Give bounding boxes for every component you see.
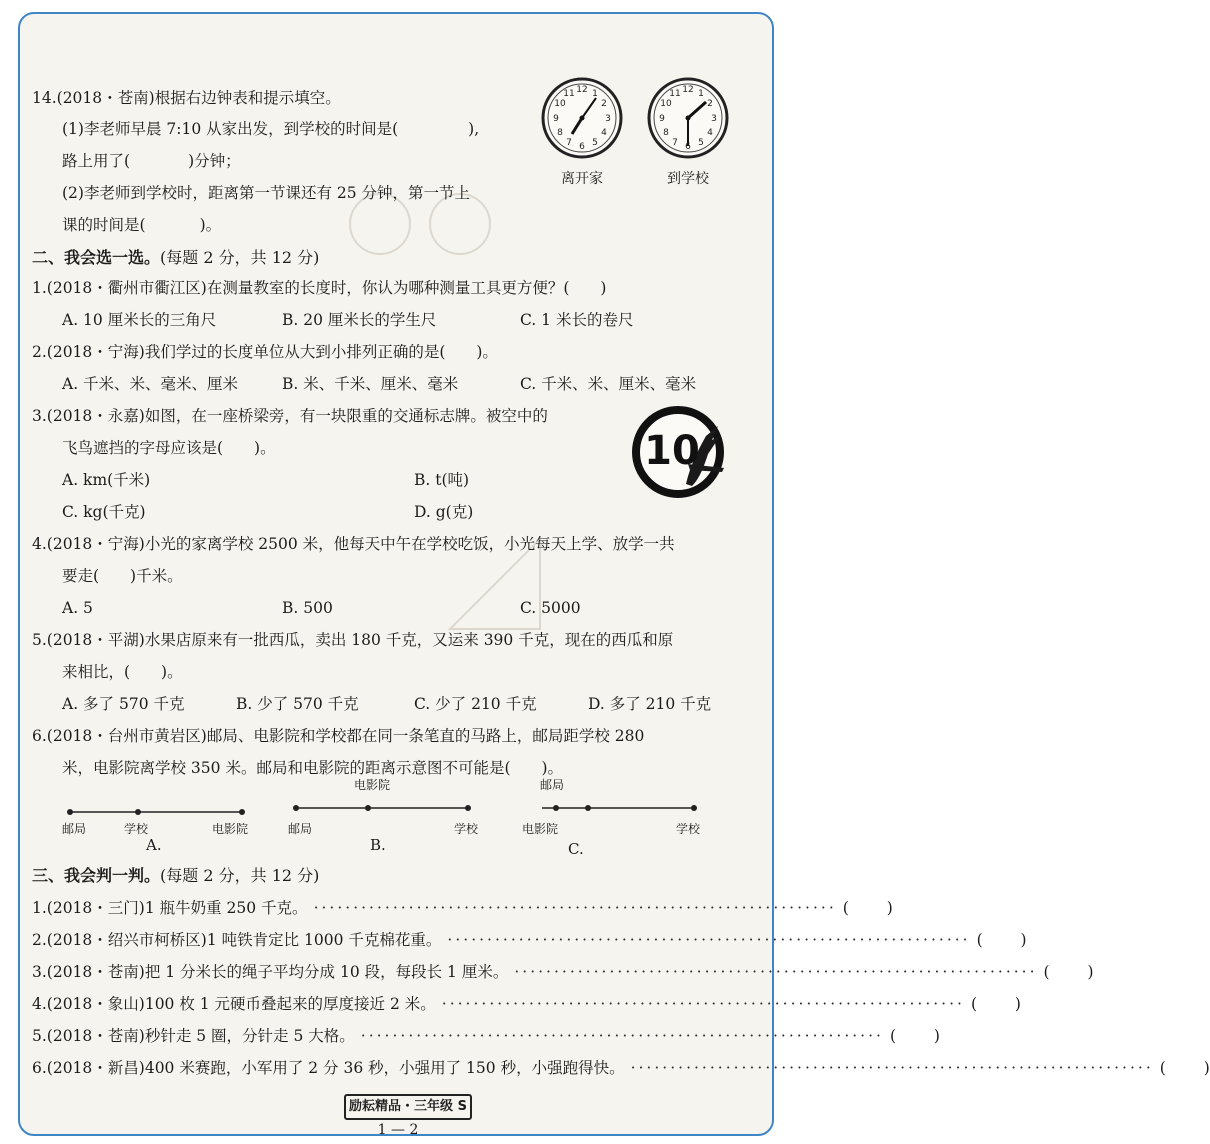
judge-item-2-answer[interactable] [977,930,1027,950]
section3-note: (每题 2 分，共 12 分) [160,866,320,885]
svg-text:5: 5 [698,138,704,148]
diagram-a-label-3: 电影院 [212,822,249,836]
s2-q4-option-a[interactable]: A. 5 [62,599,93,617]
svg-text:6: 6 [685,142,691,152]
clock-leave-caption: 离开家 [561,171,603,187]
paren-close: ) [1014,995,1021,1013]
s2-q6-stem-1: 6.(2018・台州市黄岩区)邮局、电影院和学校都在同一条笔直的马路上，邮局距学校 280 [32,727,645,745]
s2-q4-option-c[interactable]: C. 5000 [520,599,581,617]
s2-q3-option-a[interactable]: A. km(千米) [62,471,151,489]
s2-q1-option-b[interactable]: B. 20 厘米长的学生尺 [282,311,437,329]
svg-text:1: 1 [698,89,704,99]
q14-part2: (2)李老师到学校时，距离第一节课还有 25 分钟，第一节上 [62,184,471,202]
paren-close: ) [933,1027,940,1045]
clock-face-leave-icon [540,76,624,160]
paren-close: ) [1087,963,1094,981]
paren-close: ) [886,899,893,917]
judge-item-1-text: 1.(2018・三门)1 瓶牛奶重 250 千克。 [32,899,308,917]
judge-item-5-answer[interactable] [890,1026,940,1046]
paren-open: ( [889,1027,897,1045]
paren-close: ) [1020,931,1027,949]
s2-q1-stem: 1.(2018・衢州市衢江区)在测量教室的长度时，你认为哪种测量工具更方便？( ) [32,279,607,297]
diagram-c-label-2: 电影院 [522,822,559,836]
judge-item-1 [32,898,893,918]
s2-q1-option-a[interactable]: A. 10 厘米长的三角尺 [62,311,217,329]
svg-text:11: 11 [563,89,575,99]
q14-part1-text: (1)李老师早晨 7:10 从家出发，到学校的时间是( [62,120,399,138]
svg-text:6: 6 [579,142,585,152]
svg-text:9: 9 [553,114,559,124]
judge-leader-dots: ·································································· [313,899,837,917]
s2-q4-stem-1: 4.(2018・宁海)小光的家离学校 2500 米，他每天中午在学校吃饭，小光每天上学、放学一共 [32,535,675,553]
judge-item-3 [32,962,1094,982]
section3-heading [32,866,319,886]
judge-item-6-answer[interactable] [1160,1058,1210,1078]
s2-q5-option-b[interactable]: B. 少了 570 千克 [236,695,359,713]
diagram-a-label-2: 学校 [124,822,149,836]
s2-q6-diagram-c[interactable] [508,776,708,866]
s2-q5-option-c[interactable]: C. 少了 210 千克 [414,695,537,713]
judge-item-2-text: 2.(2018・绍兴市柯桥区)1 吨铁肯定比 1000 千克棉花重。 [32,931,442,949]
judge-item-4-answer[interactable] [971,994,1021,1014]
paren-open: ( [976,931,983,949]
s2-q2-stem: 2.(2018・宁海)我们学过的长度单位从大到小排列正确的是( )。 [32,343,498,361]
paren-open: ( [970,995,978,1013]
svg-text:3: 3 [605,114,611,124]
s2-q6-stem-2: 米，电影院离学校 350 米。邮局和电影院的距离示意图不可能是( )。 [62,759,564,777]
svg-text:7: 7 [672,138,678,148]
s2-q6-diagram-a[interactable] [62,792,262,856]
diagram-c-label-1: 邮局 [540,778,565,792]
footer-badge: 励耘精品・三年级 S [344,1094,472,1120]
clock-face-arrive-icon [646,76,730,160]
diagram-b-label-3: 学校 [454,822,479,836]
section2-title: 二、我会选一选。 [32,248,161,267]
svg-text:11: 11 [669,89,681,99]
paren-open: ( [1159,1059,1166,1077]
diagram-c-tag: C. [568,840,584,858]
clock-arrive-caption: 到学校 [667,171,709,187]
q14-part2b [62,215,221,235]
q14-title: 14.(2018・苍南)根据右边钟表和提示填空。 [32,89,341,107]
paren-open: ( [1043,963,1050,981]
s2-q5-option-d[interactable]: D. 多了 210 千克 [588,695,712,713]
svg-text:9: 9 [659,114,665,124]
svg-text:1: 1 [592,89,598,99]
q14-part1-end: ), [468,120,480,138]
s2-q4-stem-2: 要走( )千米。 [62,567,183,585]
diagram-b-label-1: 电影院 [354,778,391,792]
s2-q5-stem-2: 来相比，( )。 [62,663,183,681]
judge-item-4 [32,994,1021,1014]
judge-item-4-text: 4.(2018・象山)100 枚 1 元硬币叠起来的厚度接近 2 米。 [32,995,436,1013]
svg-text:5: 5 [592,138,598,148]
paren-open: ( [842,899,849,917]
weight-limit-sign [628,406,732,506]
section3-title: 三、我会判一判。 [32,866,161,885]
s2-q3-option-d[interactable]: D. g(克) [414,503,474,521]
judge-leader-dots: ·································································· [441,995,965,1013]
q14-part2-end: )分钟； [188,152,241,170]
judge-item-3-answer[interactable] [1044,962,1094,982]
svg-text:4: 4 [707,128,713,138]
s2-q3-stem-2: 飞鸟遮挡的字母应该是( )。 [62,439,276,457]
judge-leader-dots: ·································································· [360,1027,884,1045]
svg-text:8: 8 [557,128,563,138]
diagram-b-label-2: 邮局 [288,822,313,836]
svg-text:7: 7 [566,138,572,148]
svg-text:12: 12 [576,85,588,95]
page-number: 1 — 2 [377,1122,419,1138]
svg-text:8: 8 [663,128,669,138]
q14-part2-text: 路上用了( [62,152,131,170]
svg-text:10: 10 [660,99,672,109]
diagram-c-label-3: 学校 [676,822,701,836]
diagram-b-tag: B. [370,836,386,854]
s2-q2-option-b[interactable]: B. 米、千米、厘米、毫米 [282,375,459,393]
s2-q6-diagram-b[interactable] [288,776,488,856]
judge-item-5-text: 5.(2018・苍南)秒针走 5 圈，分针走 5 大格。 [32,1027,355,1045]
svg-text:4: 4 [601,128,607,138]
svg-text:10: 10 [554,99,566,109]
clock-leave-home [540,76,624,188]
s2-q1-option-c[interactable]: C. 1 米长的卷尺 [520,311,634,329]
judge-item-1-answer[interactable] [843,898,893,918]
sign-number: 10 [644,428,700,474]
section2-heading [32,248,319,268]
q14-part1b [62,151,241,171]
s2-q3-option-b[interactable]: B. t(吨) [414,471,470,489]
clock-arrive-school [646,76,730,188]
judge-item-3-text: 3.(2018・苍南)把 1 分米长的绳子平均分成 10 段，每段长 1 厘米。 [32,963,509,981]
judge-leader-dots: ·································································· [447,931,971,949]
section2-note: (每题 2 分，共 12 分) [160,248,320,267]
svg-text:2: 2 [707,99,713,109]
q14-part4-end: )。 [199,216,222,234]
q14-part4-text: 课的时间是( [62,216,146,234]
s2-q5-stem-1: 5.(2018・平湖)水果店原来有一批西瓜，卖出 180 千克，又运来 390 千克，现在的西瓜和原 [32,631,674,649]
judge-leader-dots: ·································································· [630,1059,1154,1077]
judge-item-2 [32,930,1027,950]
s2-q4-option-b[interactable]: B. 500 [282,599,333,617]
s2-q3-stem-1: 3.(2018・永嘉)如图，在一座桥梁旁，有一块限重的交通标志牌。被空中的 [32,407,548,425]
svg-text:3: 3 [711,114,717,124]
q14-part1 [62,119,479,139]
s2-q2-option-a[interactable]: A. 千米、米、毫米、厘米 [62,375,239,393]
svg-text:2: 2 [601,99,607,109]
judge-item-5 [32,1026,940,1046]
s2-q2-option-c[interactable]: C. 千米、米、厘米、毫米 [520,375,697,393]
svg-text:12: 12 [682,85,694,95]
diagram-a-tag: A. [146,836,162,854]
s2-q5-option-a[interactable]: A. 多了 570 千克 [62,695,185,713]
paren-close: ) [1203,1059,1210,1077]
judge-item-6 [32,1058,1210,1078]
judge-leader-dots: ·································································· [514,963,1038,981]
page-frame [18,12,1210,1138]
s2-q3-option-c[interactable]: C. kg(千克) [62,503,146,521]
judge-item-6-text: 6.(2018・新昌)400 米赛跑，小军用了 2 分 36 秒，小强用了 150 秒，小强跑得快。 [32,1059,625,1077]
diagram-a-label-1: 邮局 [62,822,87,836]
